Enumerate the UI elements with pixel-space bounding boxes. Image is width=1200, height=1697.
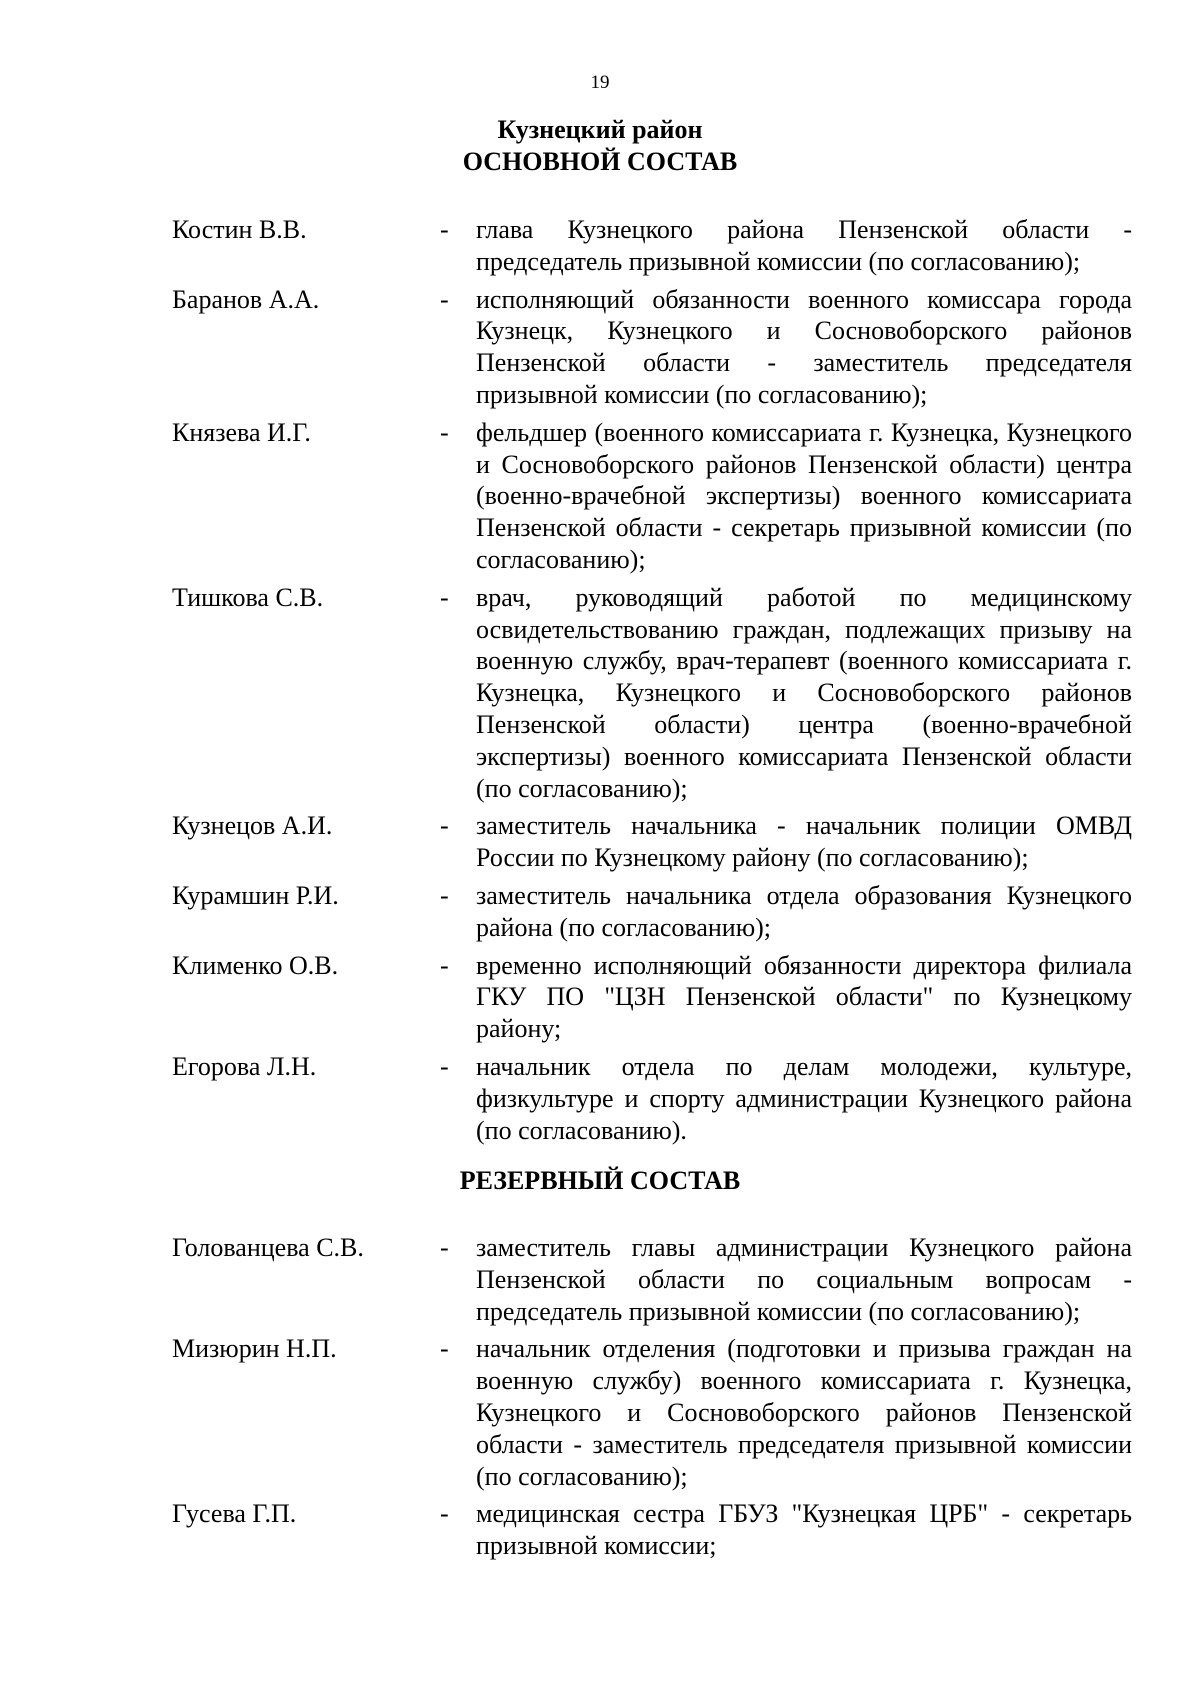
member-row [172,284,1132,411]
member-name: Клименко О.В. [172,950,339,980]
member-dash: - [440,1233,449,1262]
member-description: заместитель начальника - начальник полиции ОМВД России по Кузнецкому району (по согласованию); [476,811,1132,873]
member-dash: - [440,417,449,447]
member-row [172,1232,1132,1327]
member-dash: - [440,1051,449,1081]
member-name: Голованцева С.В. [172,1233,364,1262]
member-dash: - [440,1334,449,1364]
member-description: медицинская сестра ГБУЗ "Кузнецкая ЦРБ" - секретарь призывной комиссии; [476,1499,1132,1561]
member-row [172,1333,1132,1492]
member-description: временно исполняющий обязанности директора филиала ГКУ ПО "ЦЗН Пензенской области" по Кузнецкому району; [476,950,1132,1044]
member-row [172,582,1132,805]
member-dash: - [440,950,449,980]
member-name: Мизюрин Н.П. [172,1334,337,1364]
member-name: Гусева Г.П. [172,1499,297,1529]
page-number: 19 [590,72,610,93]
member-name: Князева И.Г. [172,417,311,447]
member-row [172,880,1132,944]
member-dash: - [440,1499,449,1529]
member-row [172,950,1132,1045]
member-name: Егорова Л.Н. [172,1051,317,1081]
member-description: начальник отдела по делам молодежи, культуре, физкультуре и спорту администрации Кузнецкого района (по согласованию). [476,1051,1132,1145]
member-description: глава Кузнецкого района Пензенской области - председатель призывной комиссии (по согласованию); [476,215,1132,276]
member-description: заместитель главы администрации Кузнецкого района Пензенской области по социальным вопросам - председатель призывной комиссии (по согласованию); [476,1233,1132,1326]
reserve-members-list [172,1232,1132,1568]
member-description: начальник отделения (подготовки и призыва граждан на военную службу) военного комиссариата г. Кузнецка, Кузнецкого и Сосновоборского районов Пензенской области - заместитель председателя призывной комиссии (по согласованию); [476,1334,1132,1491]
district-title: Кузнецкий район [497,115,703,144]
member-dash: - [440,215,449,244]
main-members-list [172,214,1132,1152]
member-dash: - [440,811,449,841]
member-dash: - [440,284,449,314]
member-row [172,1498,1132,1562]
member-row [172,810,1132,874]
member-dash: - [440,880,449,910]
member-row [172,417,1132,576]
member-dash: - [440,582,449,612]
main-section-title: ОСНОВНОЙ СОСТАВ [462,147,738,176]
member-description: заместитель начальника отдела образования Кузнецкого района (по согласованию); [476,880,1132,942]
member-row [172,214,1132,278]
member-description: фельдшер (военного комиссариата г. Кузнецка, Кузнецкого и Сосновоборского районов Пензенской области) центра (военно-врачебной экспертизы) военного комиссариата Пензенской области - секретарь призывной комиссии (по согласованию); [476,417,1132,574]
member-name: Кузнецов А.И. [172,811,333,841]
member-name: Баранов А.А. [172,284,320,314]
member-description: исполняющий обязанности военного комиссара города Кузнецк, Кузнецкого и Сосновоборского районов Пензенской области - заместитель председателя призывной комиссии (по согласованию); [476,284,1132,409]
member-row [172,1051,1132,1146]
member-name: Курамшин Р.И. [172,880,339,910]
member-name: Костин В.В. [172,215,307,244]
reserve-section-title: РЕЗЕРВНЫЙ СОСТАВ [459,1166,741,1195]
member-description: врач, руководящий работой по медицинскому освидетельствованию граждан, подлежащих призыву на военную службу, врач-терапевт (военного комиссариата г. Кузнецка, Кузнецкого и Сосновоборского районов Пензенской области) центра (военно-врачебной экспертизы) военного комиссариата Пензенской области (по согласованию); [476,582,1132,803]
member-name: Тишкова С.В. [172,582,324,612]
